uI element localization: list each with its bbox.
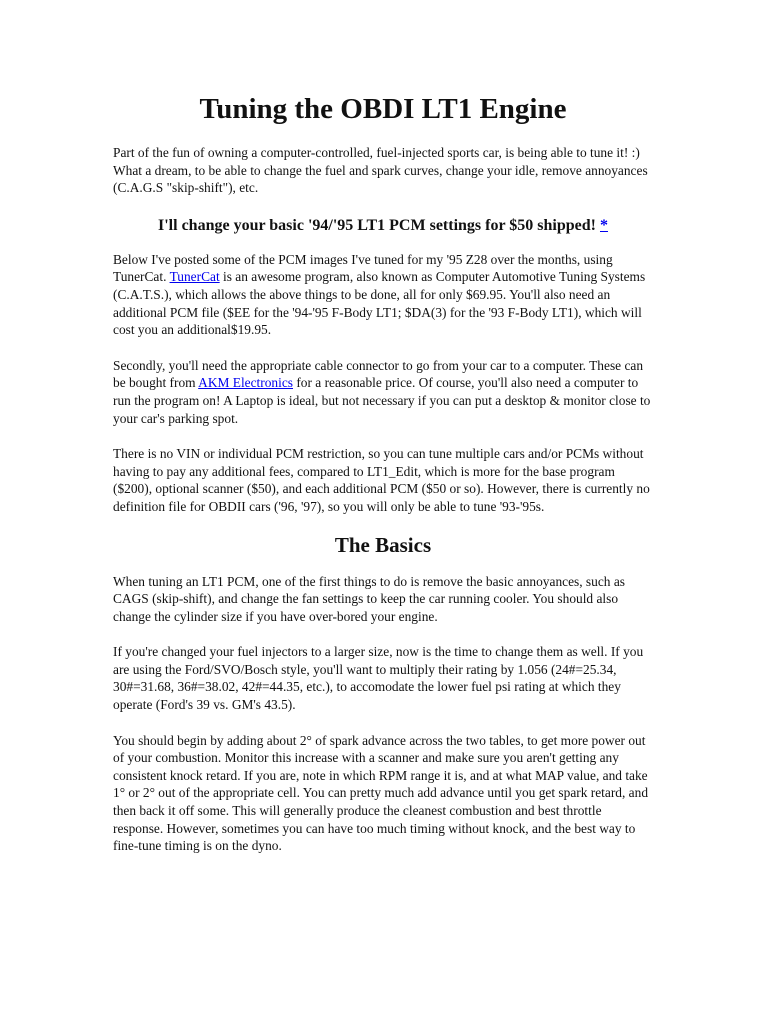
tunercat-link[interactable]: TunerCat xyxy=(169,269,220,285)
page-title: Tuning the OBDI LT1 Engine xyxy=(199,93,567,125)
annoyances-paragraph: When tuning an LT1 PCM, one of the first things to do is remove the basic annoyances, such as CAGS (skip-shift), and change the fan settings to keep the car running cooler. You should also change the cylinder size if you have over-bored your engine. xyxy=(113,573,625,624)
tunercat-paragraph-end: is an awesome program, also known as Computer Automotive Tuning Systems (C.A.T.S.), which allows the above things to be done, all for only $69.95. You'll also need an additional PCM file ($EE for the '94-'95 F-Body LT1; $DA(3) for the '93 F-Body LT1), which will cost you an additional$19.95. xyxy=(113,269,646,338)
restriction-paragraph: There is no VIN or individual PCM restriction, so you can tune multiple cars and/or PCMs without having to pay any additional fees, compared to LT1_Edit, which is more for the base program ($200), optional scanner ($50), and each additional PCM ($50 or so). However, there is currently no definition file for OBDII cars ('96, '97), so you will only be able to tune '93-'95s. xyxy=(113,446,650,514)
cable-paragraph xyxy=(113,357,653,427)
cable-paragraph-start: Secondly, you'll need the appropriate cable connector to go from your car to a computer. These can be bought from xyxy=(113,357,644,391)
offer-text: I'll change your basic '94/'95 LT1 PCM settings for $50 shipped! xyxy=(158,216,596,234)
akm-electronics-link[interactable]: AKM Electronics xyxy=(198,375,293,391)
basics-heading: The Basics xyxy=(334,532,432,557)
offer-asterisk-link[interactable]: * xyxy=(599,216,608,234)
cable-paragraph-end: for a reasonable price. Of course, you'll also need a computer to run the program on! A Laptop is ideal, but not necessary if you can put a desktop & monitor close to your car's parking spot. xyxy=(113,375,651,426)
injectors-paragraph: If you're changed your fuel injectors to a larger size, now is the time to change them as well. If you are using the Ford/SVO/Bosch style, you'll want to multiply their rating by 1.056 (24#=25.34, 30#=31.68, 36#=38.02, 42#=44.35, etc.), to accomodate the lower fuel psi rating at which they operate (Ford's 39 vs. GM's 43.5). xyxy=(113,644,644,713)
tunercat-paragraph xyxy=(113,251,653,339)
document-content xyxy=(113,90,653,855)
intro-paragraph: Part of the fun of owning a computer-controlled, fuel-injected sports car, is being able to tune it! :) What a dream, to be able to change the fuel and spark curves, change your idle, remove annoyances (C.A.G.S "skip-shift"), etc. xyxy=(113,145,648,196)
offer-line xyxy=(113,215,653,237)
spark-advance-paragraph: You should begin by adding about 2° of spark advance across the two tables, to get more power out of your combustion. Monitor this increase with a scanner and make sure you aren't getting any consistent knock retard. If you are, note in which RPM range it is, and at what MAP value, and take 1° or 2° out of the appropriate cell. You can pretty much add advance until you get spark retard, and then back it off some. This will generally produce the cleanest combustion and best throttle response. However, sometimes you can have too much timing without knock, and the best way to fine-tune timing is on the dyno. xyxy=(113,732,649,854)
tunercat-paragraph-start: Below I've posted some of the PCM images I've tuned for my '95 Z28 over the months, using TunerCat. xyxy=(113,251,613,285)
